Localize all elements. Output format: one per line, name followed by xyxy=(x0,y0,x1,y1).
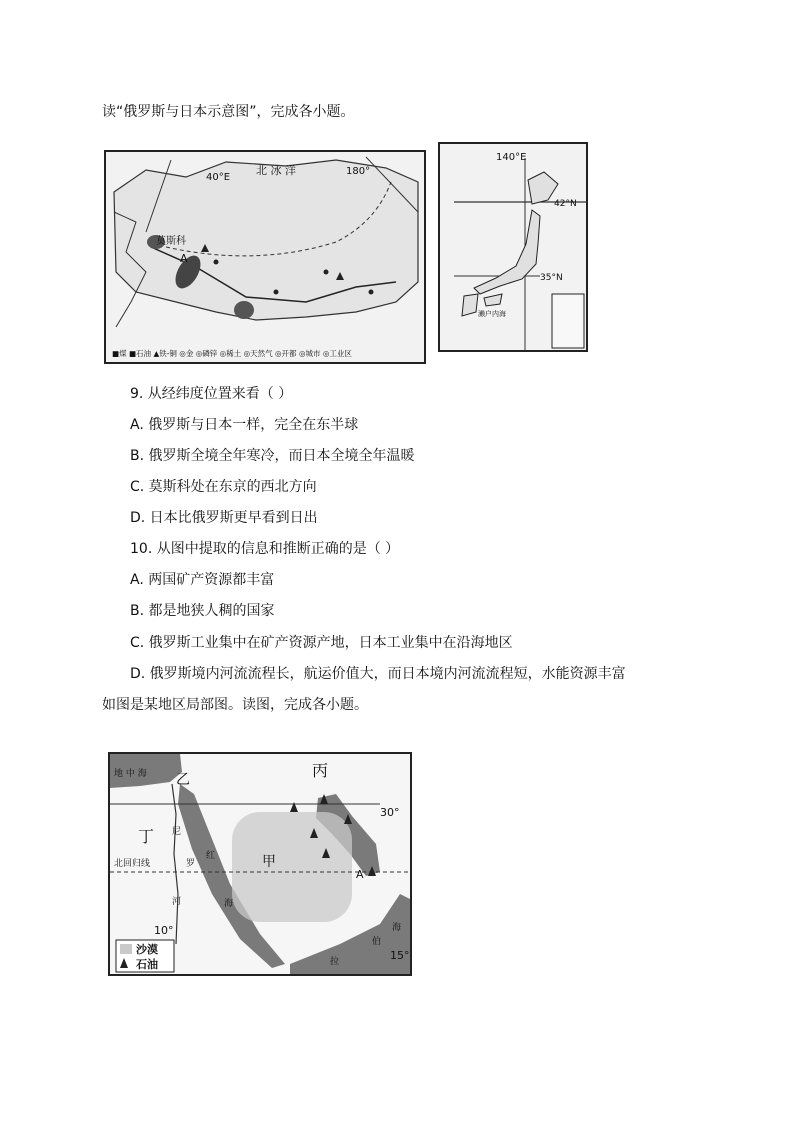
question-10-option-a: A. 两国矿产资源都丰富 xyxy=(130,572,275,588)
label-point-a: A xyxy=(180,252,188,265)
japan-map xyxy=(438,142,588,352)
label-moscow: 莫斯科 xyxy=(156,236,186,247)
label-jia: 甲 xyxy=(262,854,276,870)
label-lon40: 40°E xyxy=(206,172,231,183)
label-red: 红 xyxy=(206,851,216,861)
label-he: 河 xyxy=(172,897,182,907)
question-10-option-c: C. 俄罗斯工业集中在矿产资源产地，日本工业集中在沿海地区 xyxy=(130,635,513,651)
label-nile: 尼 xyxy=(172,827,182,837)
label-bo: 伯 xyxy=(372,937,382,947)
label-mediterranean: 地 中 海 xyxy=(114,769,147,779)
intro-text-1: 读“俄罗斯与日本示意图”，完成各小题。 xyxy=(102,104,355,120)
legend-desert-swatch xyxy=(120,944,132,954)
arabia-map xyxy=(108,752,412,976)
desert-area xyxy=(232,812,352,922)
label-bing: 丙 xyxy=(312,761,329,780)
legend-desert-label: 沙漠 xyxy=(136,943,158,956)
label-yi: 乙 xyxy=(176,772,190,788)
russia-legend: ■煤 ■石油 ▲铁-铜 ◎金 ◎磷锌 ◎稀土 ◎天然气 ◎开都 ◎城市 ◎工业区 xyxy=(112,349,352,358)
label-inland-sea: 濑户内海 xyxy=(478,310,506,318)
label-lon140: 140°E xyxy=(496,152,527,163)
label-ding: 丁 xyxy=(138,827,155,846)
question-9-option-d: D. 日本比俄罗斯更早看到日出 xyxy=(130,510,318,526)
question-9-stem: 9. 从经纬度位置来看（ ） xyxy=(130,386,293,402)
label-sea: 海 xyxy=(224,899,234,909)
intro-text-2: 如图是某地区局部图。读图，完成各小题。 xyxy=(102,697,368,713)
russia-map xyxy=(104,150,426,364)
question-9-option-c: C. 莫斯科处在东京的西北方向 xyxy=(130,479,317,495)
label-lat35: 35°N xyxy=(540,273,563,283)
label-lon180: 180° xyxy=(346,166,371,177)
label-luo: 罗 xyxy=(186,859,196,869)
label-arctic: 北 冰 洋 xyxy=(256,164,296,177)
question-9-option-b: B. 俄罗斯全境全年寒冷，而日本全境全年温暖 xyxy=(130,448,415,464)
legend-oil-label: 石油 xyxy=(136,958,158,971)
label-lat15: 15° xyxy=(390,949,410,962)
question-9-option-a: A. 俄罗斯与日本一样，完全在东半球 xyxy=(130,417,359,433)
label-point-a: A xyxy=(356,868,364,881)
label-lon10: 10° xyxy=(154,924,174,937)
label-hai2: 海 xyxy=(392,923,402,933)
label-lat42: 42°N xyxy=(554,199,577,209)
inset-box xyxy=(552,294,584,348)
question-10-option-b: B. 都是地狭人稠的国家 xyxy=(130,603,275,619)
question-10-stem: 10. 从图中提取的信息和推断正确的是（ ） xyxy=(130,541,400,557)
industrial-zone-siberia xyxy=(234,301,254,319)
label-lat30: 30° xyxy=(380,806,400,819)
label-tropic: 北回归线 xyxy=(114,859,151,869)
label-la: 拉 xyxy=(330,957,340,967)
question-10-option-d: D. 俄罗斯境内河流流程长，航运价值大，而日本境内河流流程短，水能资源丰富 xyxy=(130,666,626,682)
